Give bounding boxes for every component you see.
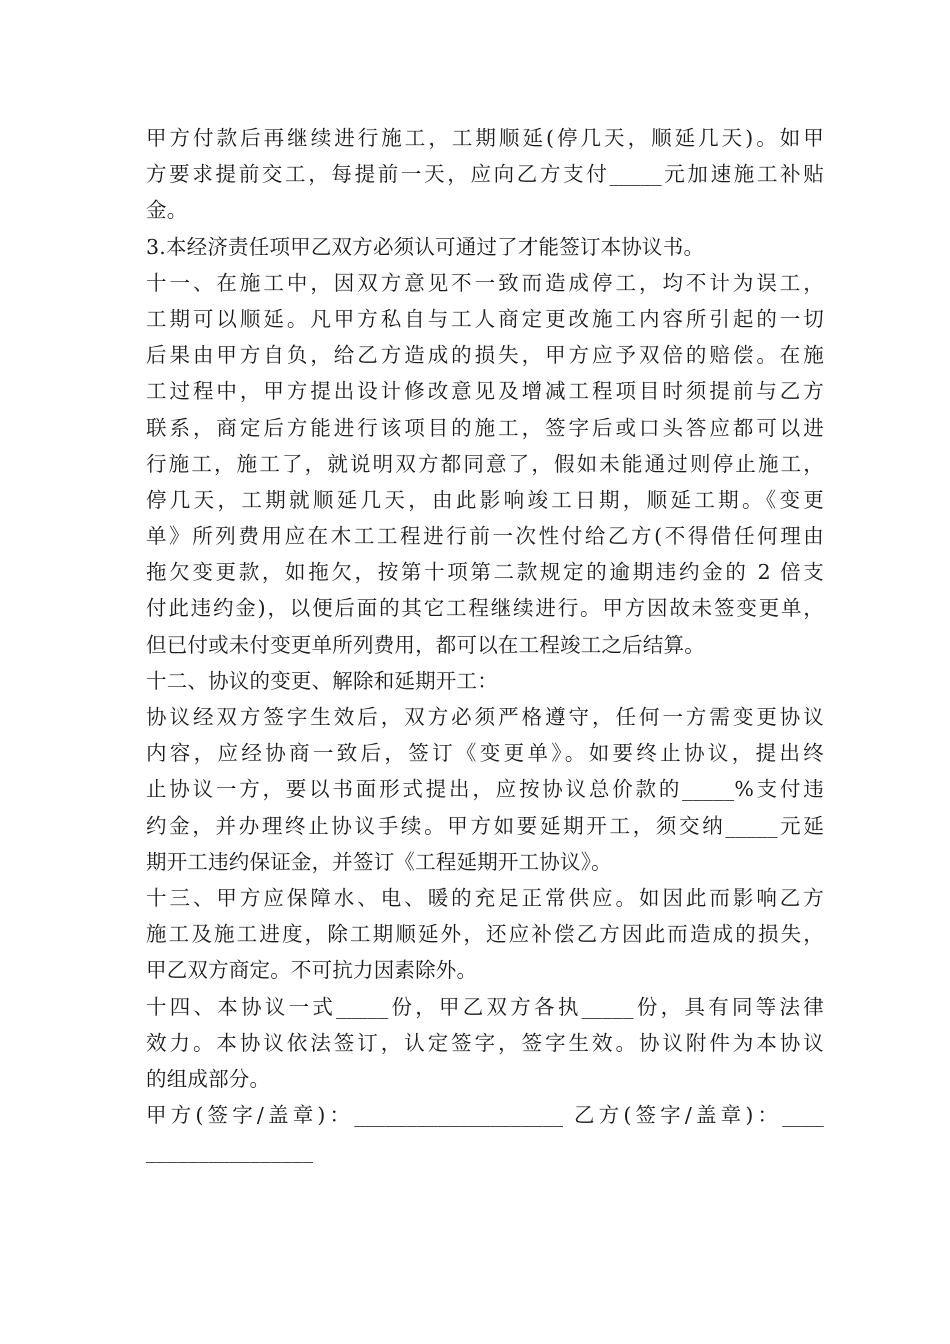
- text-line: 协议经双方签字生效后，双方必须严格遵守，任何一方需变更协议: [146, 705, 824, 729]
- text-line: 甲乙双方商定。不可抗力因素除外。: [146, 958, 478, 983]
- text-line: 但已付或未付变更单所列费用，都可以在工程竣工之后结算。: [146, 632, 705, 657]
- text-line: 约金，并办理终止协议手续。甲方如要延期开工，须交纳_____元延: [146, 813, 824, 838]
- text-line: 施工及施工进度，除工期顺延外，还应补偿乙方因此而造成的损失，: [146, 922, 824, 947]
- signature-line-continuation: ________________: [146, 1139, 314, 1164]
- text-line: 工期可以顺延。凡甲方私自与工人商定更改施工内容所引起的一切: [146, 306, 824, 331]
- clause-14-heading-line: 十四、本协议一式_____份，甲乙双方各执_____份，具有同等法律: [146, 994, 824, 1019]
- text-line: 内容，应经协商一致后，签订《变更单》。如要终止协议，提出终: [146, 741, 824, 766]
- text-line: 方要求提前交工，每提前一天，应向乙方支付_____元加速施工补贴: [146, 162, 824, 187]
- text-line: 联系，商定后方能进行该项目的施工，签字后或口头答应都可以进: [146, 415, 824, 440]
- document-body: [146, 120, 826, 1169]
- text-line: 后果由甲方自负，给乙方造成的损失，甲方应予双倍的赔偿。在施: [146, 343, 824, 368]
- text-line: 金。: [146, 198, 188, 223]
- text-line: 期开工违约保证金，并签订《工程延期开工协议》。: [146, 849, 612, 874]
- signature-line: 甲方(签字/盖章)：____________________ 乙方(签字/盖章)：____: [146, 1103, 824, 1128]
- text-line: 止协议一方，要以书面形式提出，应按协议总价款的_____%支付违: [146, 777, 824, 802]
- text-line: 行施工，施工了，就说明双方都同意了，假如未能通过则停止施工，: [146, 451, 824, 476]
- text-line: 停几天，工期就顺延几天，由此影响竣工日期，顺延工期。《变更: [146, 487, 824, 512]
- text-line: 效力。本协议依法签订，认定签字，签字生效。协议附件为本协议: [146, 1030, 824, 1055]
- clause-13-heading-line: 十三、甲方应保障水、电、暖的充足正常供应。如因此而影响乙方: [146, 885, 824, 910]
- text-line: 3.本经济责任项甲乙双方必须认可通过了才能签订本协议书。: [146, 234, 705, 259]
- clause-11-heading-line: 十一、在施工中，因双方意见不一致而造成停工，均不计为误工，: [146, 270, 824, 295]
- clause-12-heading: 十二、协议的变更、解除和延期开工：: [146, 668, 498, 693]
- text-line: 单》所列费用应在木工工程进行前一次性付给乙方(不得借任何理由: [146, 524, 824, 549]
- text-line: 工过程中，甲方提出设计修改意见及增减工程项目时须提前与乙方: [146, 379, 824, 404]
- text-line: 拖欠变更款，如拖欠，按第十项第二款规定的逾期违约金的 2 倍支: [146, 560, 824, 585]
- text-line: 甲方付款后再继续进行施工，工期顺延(停几天，顺延几天)。如甲: [146, 126, 824, 150]
- text-line: 的组成部分。: [146, 1066, 271, 1091]
- text-line: 付此违约金)，以便后面的其它工程继续进行。甲方因故未签变更单，: [146, 596, 824, 621]
